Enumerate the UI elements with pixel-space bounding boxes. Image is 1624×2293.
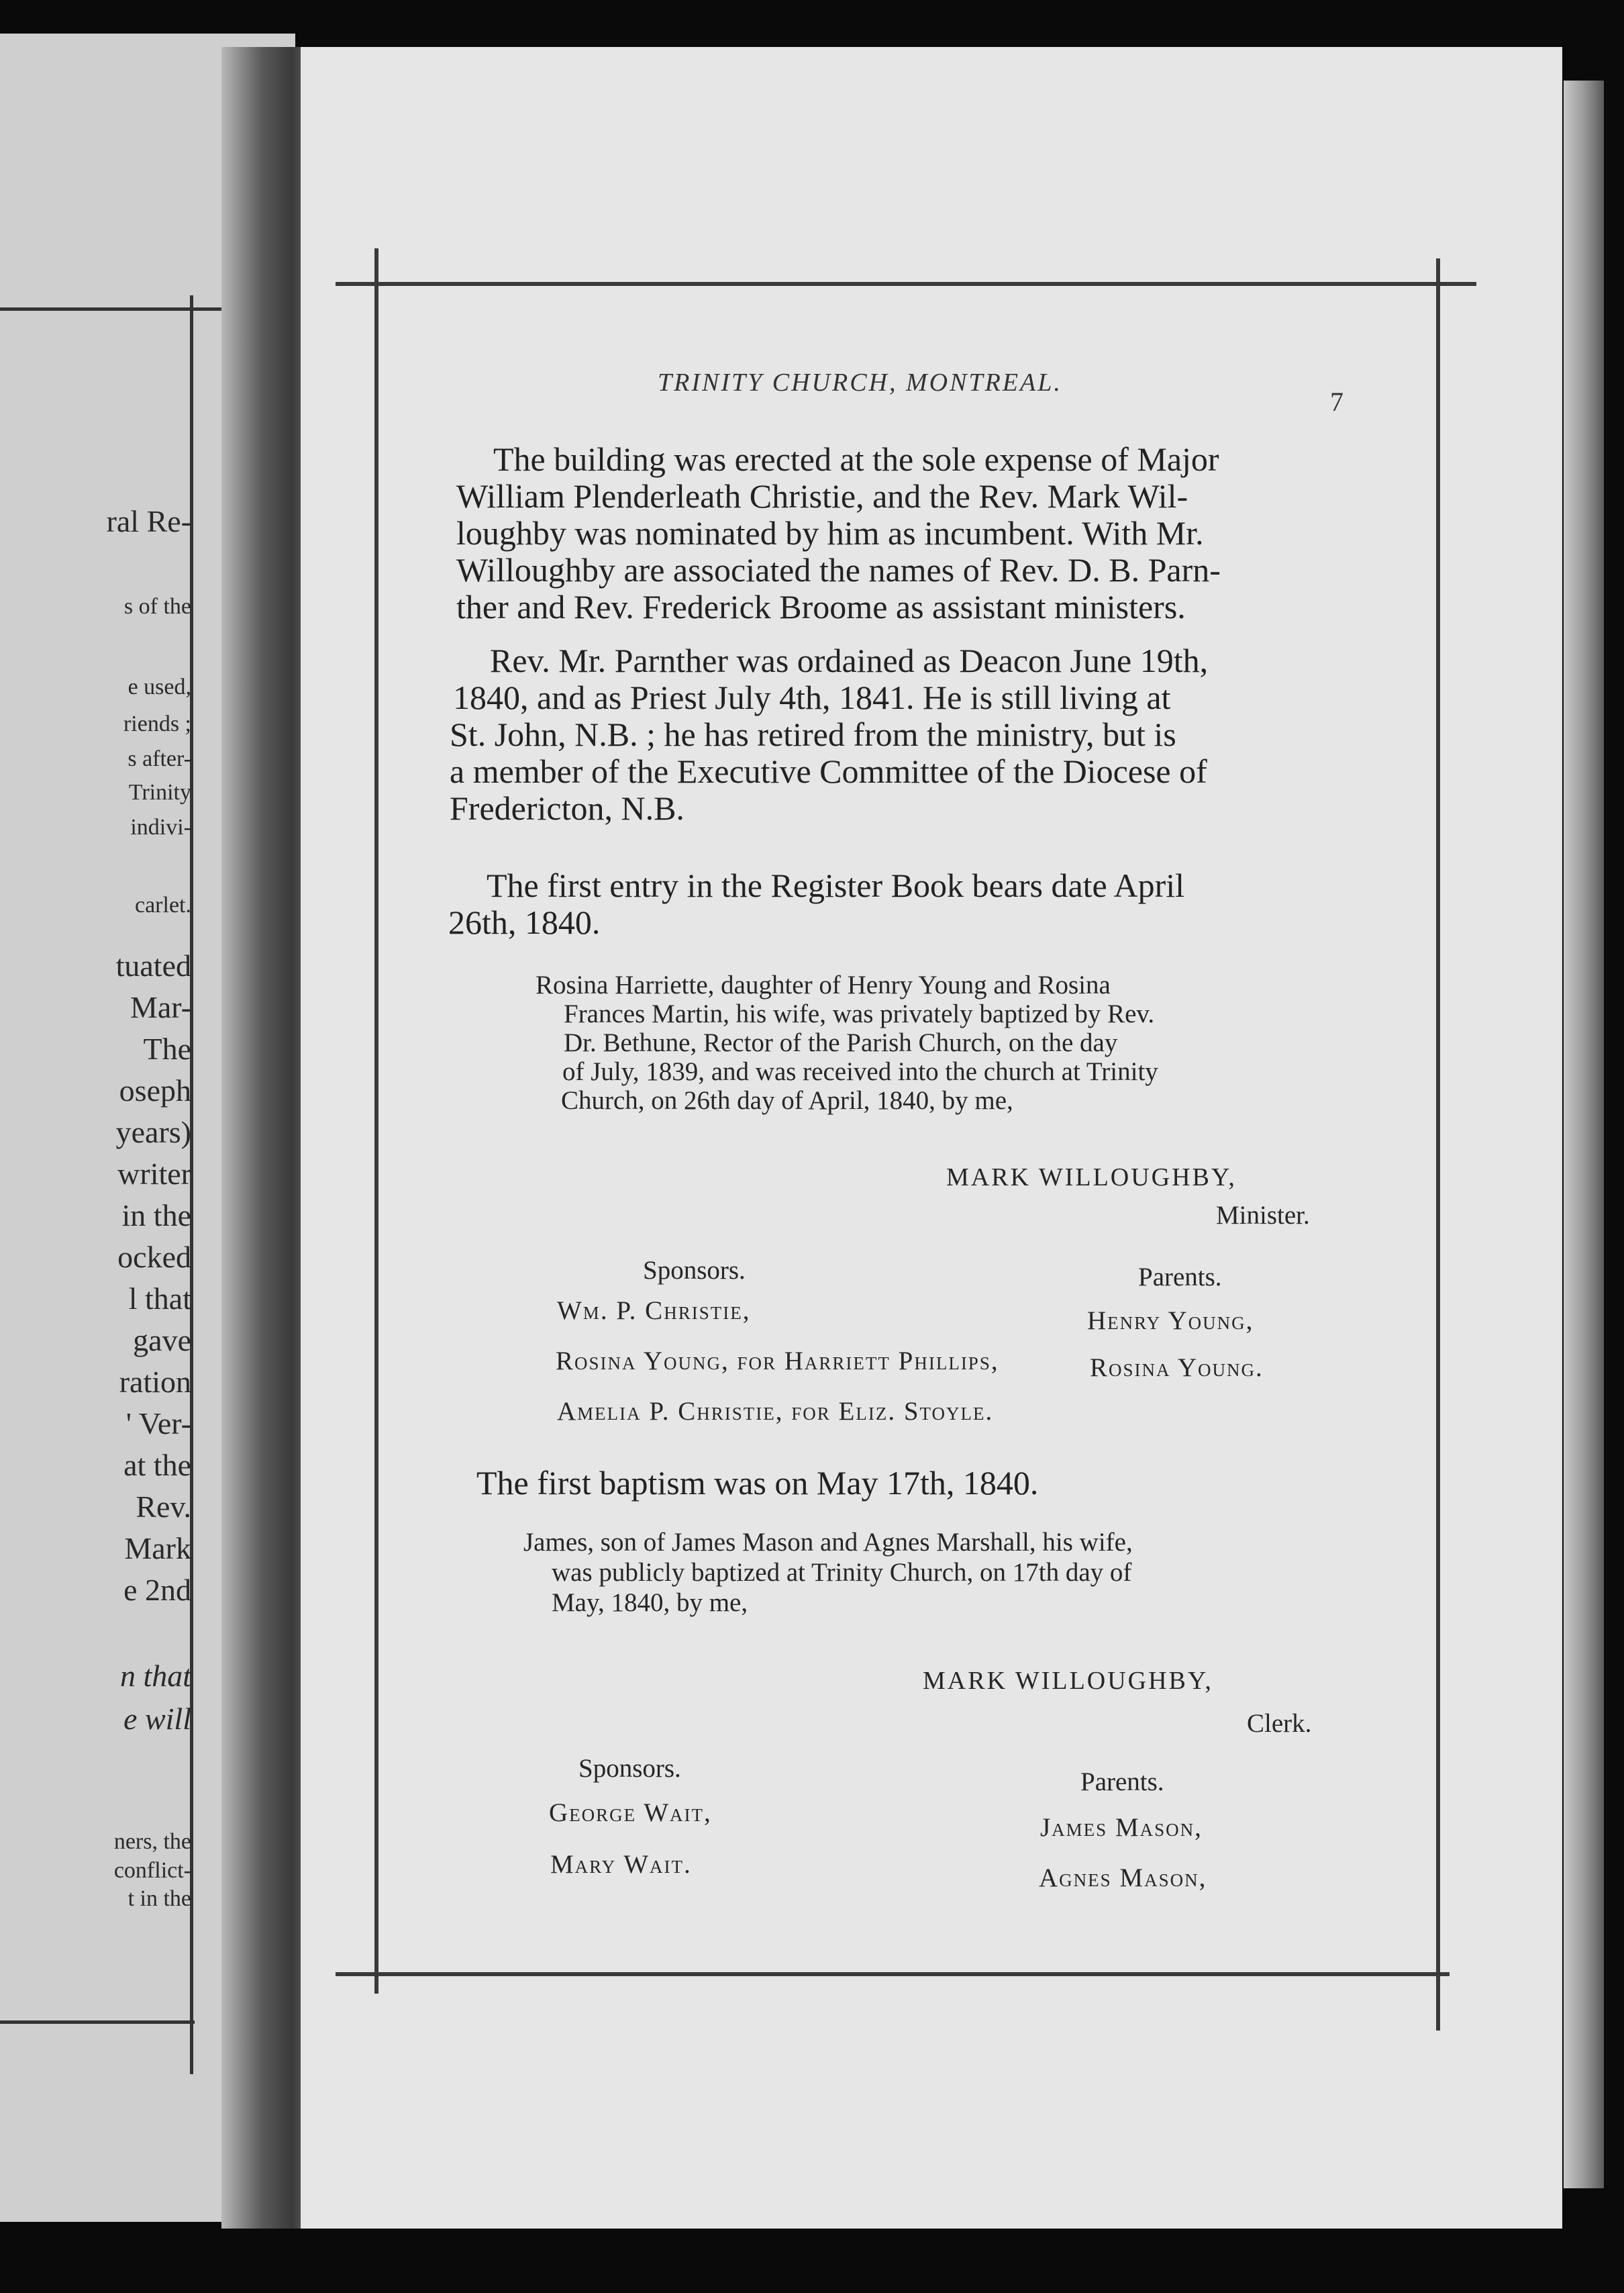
left-text-line: t in the (128, 1886, 191, 1911)
signature: MARK WILLOUGHBY, (923, 1667, 1213, 1695)
register-entry-line: of July, 1839, and was received into the church at Trinity (562, 1057, 1158, 1086)
register-entry-line: May, 1840, by me, (552, 1588, 748, 1617)
paragraph-line: a member of the Executive Committee of the Diocese of (450, 752, 1207, 790)
left-text-line: writer (117, 1157, 191, 1191)
left-text-line: at the (123, 1448, 191, 1482)
paragraph-line: William Plenderleath Christie, and the Rev. Mark Wil- (456, 477, 1188, 515)
sponsors-heading: Sponsors. (578, 1754, 681, 1783)
page-number: 7 (1330, 387, 1343, 417)
left-text-line: conflict- (113, 1858, 191, 1883)
left-text-line: e used, (128, 675, 191, 699)
left-text-line: Mark (124, 1531, 191, 1565)
signature-title: Clerk. (1247, 1709, 1312, 1738)
parent-name: Agnes Mason, (1039, 1863, 1207, 1892)
register-entry-line: James, son of James Mason and Agnes Marshall, his wife, (523, 1528, 1133, 1557)
left-text-line: carlet. (135, 893, 191, 918)
paragraph-line: loughby was nominated by him as incumbent. With Mr. (456, 514, 1204, 552)
left-text-line: in the (121, 1198, 191, 1232)
parents-heading: Parents. (1138, 1263, 1222, 1291)
parent-name: James Mason, (1040, 1813, 1203, 1842)
paragraph-line: 26th, 1840. (448, 904, 601, 941)
signature-title: Minister. (1216, 1201, 1310, 1230)
left-text-line: Trinity (128, 780, 191, 805)
signature: MARK WILLOUGHBY, (946, 1163, 1237, 1191)
left-text-line: e 2nd (123, 1573, 191, 1607)
left-border-top (0, 307, 235, 311)
parents-heading: Parents. (1080, 1767, 1164, 1796)
paragraph-line: Rev. Mr. Parnther was ordained as Deacon June 19th, (490, 642, 1209, 679)
register-entry-line: Church, on 26th day of April, 1840, by me, (561, 1086, 1013, 1115)
paragraph-line: ther and Rev. Frederick Broome as assistant ministers. (456, 588, 1186, 626)
sponsor-name: Wm. P. Christie, (557, 1296, 751, 1325)
register-entry-line: Dr. Bethune, Rector of the Parish Church, on the day (564, 1028, 1118, 1057)
left-text-line: s after- (128, 746, 191, 771)
sponsor-name: George Wait, (549, 1798, 712, 1827)
border-left (374, 248, 378, 1994)
left-text-line: ' Ver- (125, 1406, 191, 1441)
running-head: TRINITY CHURCH, MONTREAL. (658, 369, 1062, 397)
left-text-line: n that (119, 1659, 191, 1693)
left-text-line: riends ; (123, 712, 191, 736)
paragraph-line: St. John, N.B. ; he has retired from the ministry, but is (450, 716, 1176, 753)
register-entry-line: Rosina Harriette, daughter of Henry Young and Rosina (536, 971, 1111, 999)
parent-name: Rosina Young. (1090, 1353, 1264, 1382)
border-top (336, 282, 1476, 286)
left-text-line: gave (133, 1323, 191, 1357)
left-text-line: e will (123, 1702, 191, 1736)
sponsor-name: Rosina Young, for Harriett Phillips, (556, 1347, 999, 1375)
left-text-line: ral Re- (106, 504, 191, 538)
left-text-line: oseph (119, 1073, 191, 1108)
register-entry-line: was publicly baptized at Trinity Church, on 17th day of (552, 1558, 1132, 1587)
paragraph-line: Fredericton, N.B. (450, 789, 684, 827)
left-text-line: The (143, 1032, 191, 1066)
left-text-line: ration (119, 1365, 191, 1399)
paragraph-line: The first baptism was on May 17th, 1840. (476, 1464, 1039, 1502)
parent-name: Henry Young, (1087, 1306, 1254, 1335)
sponsor-name: Amelia P. Christie, for Eliz. Stoyle. (557, 1397, 994, 1426)
left-text-line: Mar- (130, 990, 191, 1024)
left-text-line: tuated (115, 948, 191, 983)
left-text-line: years) (115, 1115, 191, 1149)
sponsor-name: Mary Wait. (550, 1850, 692, 1879)
paragraph-line: The first entry in the Register Book bears date April (487, 867, 1185, 904)
left-border-bottom (0, 2020, 195, 2024)
border-right (1436, 258, 1440, 2031)
left-text-line: ocked (117, 1240, 191, 1274)
left-text-line: l that (128, 1281, 191, 1316)
paragraph-line: The building was erected at the sole expense of Major (493, 440, 1219, 478)
sponsors-heading: Sponsors. (643, 1256, 746, 1285)
paragraph-line: 1840, and as Priest July 4th, 1841. He is still living at (453, 679, 1171, 716)
left-text-line: indivi- (130, 815, 191, 840)
page-edge (1564, 81, 1604, 2188)
left-text-line: s of the (123, 594, 191, 619)
paragraph-line: Willoughby are associated the names of Rev. D. B. Parn- (456, 551, 1221, 589)
border-bottom (336, 1972, 1450, 1976)
left-text-line: ners, the (113, 1829, 191, 1854)
register-entry-line: Frances Martin, his wife, was privately baptized by Rev. (564, 999, 1155, 1028)
left-text-line: Rev. (136, 1490, 191, 1524)
